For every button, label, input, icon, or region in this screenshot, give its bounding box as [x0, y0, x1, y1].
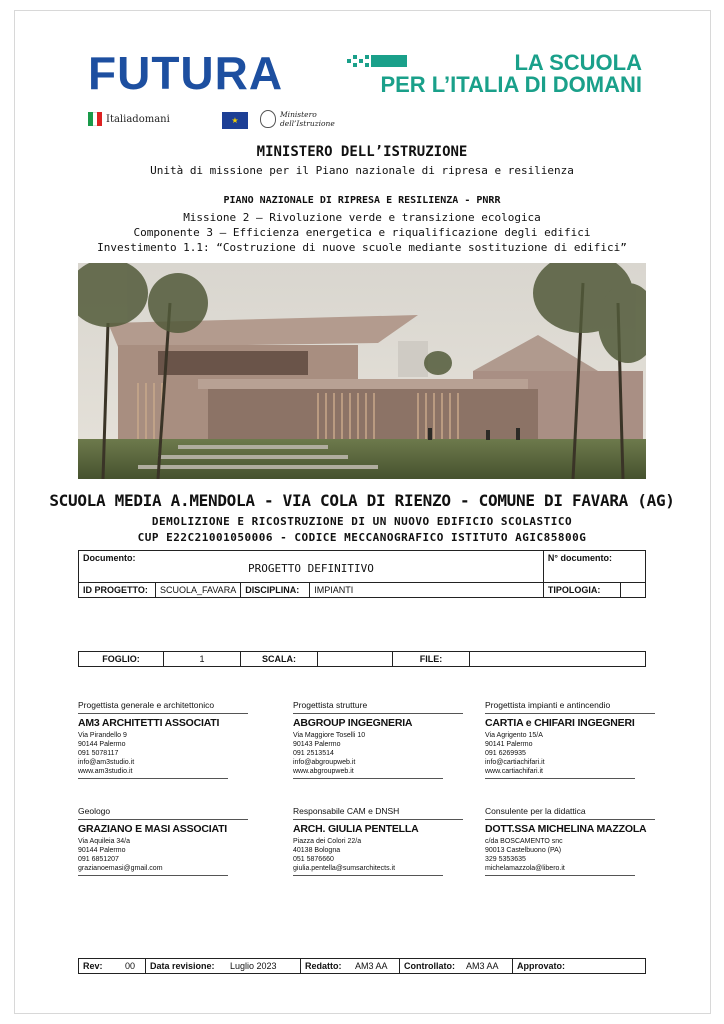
credit-role: Progettista generale e architettonico	[78, 700, 248, 714]
credit-line: 90013 Castelbuono (PA)	[485, 847, 562, 854]
credit-line: 90143 Palermo	[293, 741, 341, 748]
credit-line: grazianoemasi@gmail.com	[78, 865, 163, 872]
credit-line: 90144 Palermo	[78, 847, 126, 854]
id-progetto-label: ID PROGETTO:	[79, 583, 156, 598]
credit-line: www.abgroupweb.it	[293, 768, 354, 775]
ministero-logo-line1: Ministero	[280, 110, 317, 119]
scuola-logo-line2: PER L’ITALIA DI DOMANI	[380, 72, 642, 97]
credit-block	[485, 700, 655, 779]
credit-line: Via Aquileia 34/a	[78, 838, 131, 845]
credit-role: Progettista impianti e antincendio	[485, 700, 655, 714]
credit-block	[78, 806, 248, 876]
rev-label: Rev:	[79, 959, 122, 974]
divider	[78, 778, 228, 779]
credit-line: 091 6851207	[78, 856, 119, 863]
credit-role: Responsabile CAM e DNSH	[293, 806, 463, 820]
credit-line: 091 5078117	[78, 750, 119, 757]
investimento-text: Investimento 1.1: “Costruzione di nuove scuole mediante sostituzione di edifici”	[97, 241, 627, 254]
credit-line: info@cartiachifari.it	[485, 759, 545, 766]
credit-line: 051 5876660	[293, 856, 334, 863]
credit-line: www.cartiachifari.it	[485, 768, 543, 775]
foglio-label: FOGLIO:	[79, 652, 164, 667]
controllato-value: AM3 AA	[462, 959, 513, 974]
credit-block	[293, 806, 463, 876]
credit-name: ARCH. GIULIA PENTELLA	[293, 823, 419, 835]
school-rendering-image	[78, 263, 646, 479]
sheet-info-table	[78, 651, 646, 667]
componente-text: Componente 3 – Efficienza energetica e riqualificazione degli edifici	[133, 226, 591, 239]
divider	[78, 875, 228, 876]
n-documento-cell	[543, 551, 645, 583]
approvato-label: Approvato:	[513, 959, 574, 974]
italiadomani-text: Italiadomani	[106, 113, 170, 125]
credit-line: www.am3studio.it	[78, 768, 133, 775]
data-revisione-value: Luglio 2023	[226, 959, 301, 974]
approvato-value	[573, 959, 646, 974]
credit-role: Geologo	[78, 806, 248, 820]
school-title: SCUOLA MEDIA A.MENDOLA - VIA COLA DI RIENZO - COMUNE DI FAVARA (AG)	[49, 491, 675, 510]
credit-name: AM3 ARCHITETTI ASSOCIATI	[78, 717, 220, 729]
pnrr-heading: PIANO NAZIONALE DI RIPRESA E RESILIENZA - PNRR	[223, 195, 501, 206]
disciplina-label: DISCIPLINA:	[241, 583, 310, 598]
redatto-label: Redatto:	[301, 959, 352, 974]
eu-flag-icon: ★	[222, 112, 248, 129]
credit-name: ABGROUP INGEGNERIA	[293, 717, 413, 729]
scala-value	[318, 652, 393, 667]
credit-block	[293, 700, 463, 779]
credit-line: giulia.pentella@sumsarchitects.it	[293, 865, 396, 872]
republic-emblem-icon	[260, 110, 276, 128]
credit-line: michelamazzola@libero.it	[485, 865, 565, 872]
credit-role: Consulente per la didattica	[485, 806, 655, 820]
credit-role: Progettista strutture	[293, 700, 463, 714]
tipologia-value	[620, 583, 645, 598]
divider	[485, 875, 635, 876]
ministero-logo-line2: dell’Istruzione	[280, 119, 335, 128]
ministero-heading: MINISTERO DELL’ISTRUZIONE	[256, 144, 468, 160]
credit-block	[485, 806, 655, 876]
foglio-value: 1	[164, 652, 241, 667]
data-revisione-label: Data revisione:	[146, 959, 227, 974]
n-documento-label: N° documento:	[547, 553, 612, 563]
revision-table	[78, 958, 646, 974]
file-value	[470, 652, 646, 667]
credit-name: DOTT.SSA MICHELINA MAZZOLA	[485, 823, 647, 835]
document-info-table	[78, 550, 646, 598]
documento-label: Documento:	[83, 553, 136, 563]
cup-code: CUP E22C21001050006 - CODICE MECCANOGRAFICO ISTITUTO AGIC85800G	[137, 531, 587, 544]
controllato-label: Controllato:	[400, 959, 463, 974]
futura-logo: FUTURA	[88, 47, 284, 99]
credit-line: 40138 Bologna	[293, 847, 341, 854]
credit-line: c/da BOSCAMENTO snc	[485, 838, 563, 845]
credit-line: Via Pirandello 9	[78, 732, 127, 739]
divider	[293, 778, 443, 779]
missione-text: Missione 2 – Rivoluzione verde e transizione ecologica	[183, 211, 541, 224]
credit-name: GRAZIANO E MASI ASSOCIATI	[78, 823, 228, 835]
demolizione-subtitle: DEMOLIZIONE E RICOSTRUZIONE DI UN NUOVO EDIFICIO SCOLASTICO	[151, 515, 573, 528]
file-label: FILE:	[393, 652, 470, 667]
redatto-value: AM3 AA	[351, 959, 400, 974]
credit-line: info@abgroupweb.it	[293, 759, 356, 766]
documento-cell	[79, 551, 544, 583]
rev-value: 00	[121, 959, 146, 974]
documento-value: PROGETTO DEFINITIVO	[248, 562, 374, 575]
credit-line: Via Maggiore Toselli 10	[293, 732, 366, 739]
scuola-italia-logo	[352, 52, 642, 96]
italiadomani-logo	[88, 112, 170, 126]
credit-line: 329 5353635	[485, 856, 526, 863]
divider	[485, 778, 635, 779]
scuola-logo-line1: LA SCUOLA	[514, 50, 642, 75]
credit-block	[78, 700, 248, 779]
credit-line: 90144 Palermo	[78, 741, 126, 748]
credit-name: CARTIA e CHIFARI INGEGNERI	[485, 717, 635, 729]
disciplina-value: IMPIANTI	[310, 583, 544, 598]
credit-line: 90141 Palermo	[485, 741, 533, 748]
credit-line: info@am3studio.it	[78, 759, 135, 766]
unita-missione-text: Unità di missione per il Piano nazionale di ripresa e resilienza	[150, 164, 574, 177]
ministero-logo	[260, 110, 335, 128]
divider	[293, 875, 443, 876]
scala-label: SCALA:	[241, 652, 318, 667]
credit-line: 091 6269935	[485, 750, 526, 757]
credit-line: 091 2513514	[293, 750, 334, 757]
id-progetto-value: SCUOLA_FAVARA	[156, 583, 241, 598]
credit-line: Piazza dei Colori 22/a	[293, 838, 362, 845]
credit-line: Via Agrigento 15/A	[485, 732, 543, 739]
italy-flag-icon	[88, 112, 102, 126]
tipologia-label: TIPOLOGIA:	[543, 583, 620, 598]
